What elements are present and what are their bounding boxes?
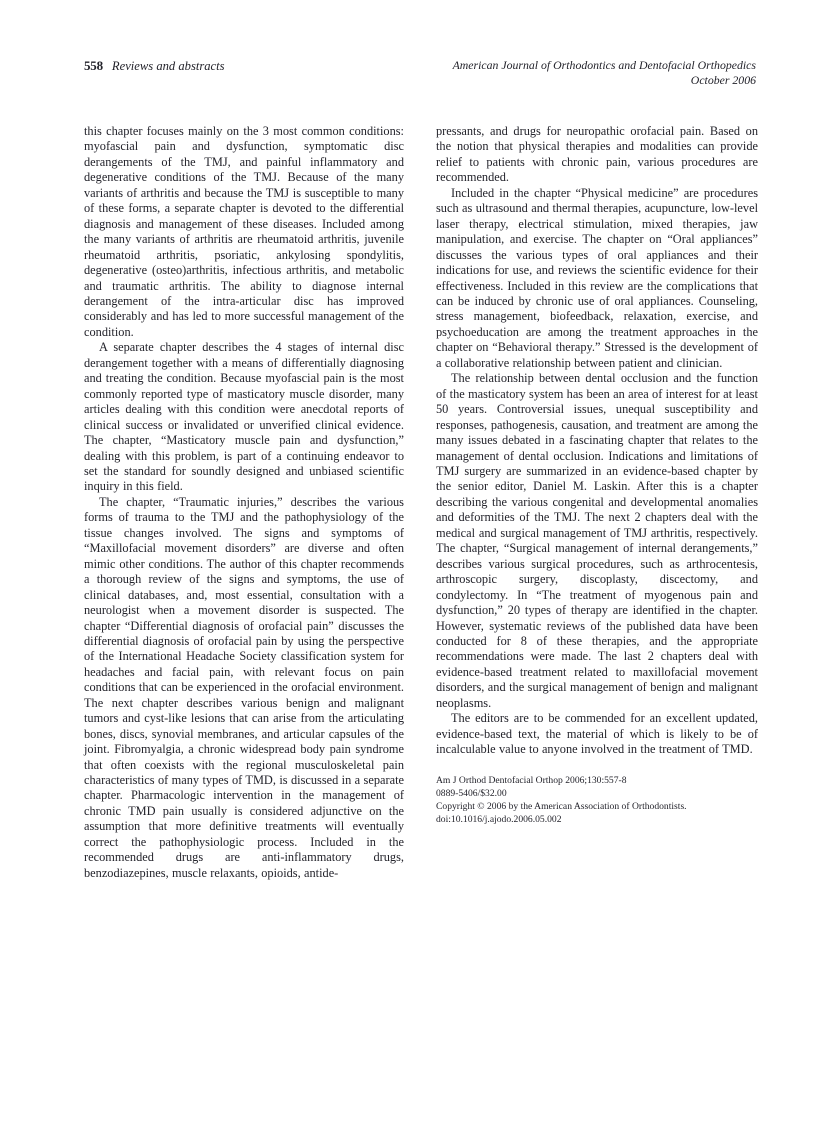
paragraph: Included in the chapter “Physical medicine” are procedures such as ultrasound and thermal therapies, acupuncture, low-level laser therapy, electrical stimulation, mixed therapies, jaw manipulation, and exercise. The chapter on “Oral appliances” discusses the various types of oral appliances and their indications for use, and reviews the scientific evidence for their effectiveness. Included in this review are the complications that can be induced by chronic use of oral appliances. Counseling, stress management, biofeedback, relaxation, exercise, and psychoeducation are among the treatment approaches in the chapter on “Behavioral therapy.” Stressed is the development of a collaborative relationship between patient and clinician. bbox=[436, 185, 758, 370]
paragraph: pressants, and drugs for neuropathic orofacial pain. Based on the notion that physical therapies and modalities can provide relief to patients with chronic pain, various procedures are recommended. bbox=[436, 124, 758, 185]
citation-reference: Am J Orthod Dentofacial Orthop 2006;130:557-8 bbox=[436, 774, 627, 786]
citation-block bbox=[436, 774, 758, 827]
column-right bbox=[436, 124, 758, 826]
issue-date: October 2006 bbox=[690, 73, 756, 88]
citation-doi: doi:10.1016/j.ajodo.2006.05.002 bbox=[436, 814, 562, 826]
section-title: Reviews and abstracts bbox=[111, 59, 225, 73]
paragraph: The relationship between dental occlusion and the function of the masticatory system has been an area of interest for at least 50 years. Controversial issues, unequal susceptibility and responses, pathogenesis, causation, and treatment are among the many issues debated in a fascinating chapter that relates to the management of dental occlusion. Indications and limitations of TMJ surgery are summarized in an evidence-based chapter by the senior editor, Daniel M. Laskin. After this is a chapter describing the various congenital and developmental anomalies and deformities of the TMJ. The next 2 chapters deal with the medical and surgical management of TMJ arthritis, respectively. The chapter, “Surgical management of internal derangements,” describes various surgical procedures, such as arthrocentesis, arthroscopic surgery, discoplasty, discectomy, and condylectomy. In “The treatment of myogenous pain and dysfunction,” 20 types of therapy are identified in the chapter. However, systematic reviews of the published data have been conducted for 8 of these therapies, and the appropriate recommendations were made. The last 2 chapters deal with evidence-based treatment related to maxillofacial movement disorders, and the surgical management of benign and malignant neoplasms. bbox=[436, 371, 758, 710]
page-number: 558 bbox=[84, 58, 103, 73]
running-head-left bbox=[84, 58, 225, 75]
running-head bbox=[84, 58, 756, 98]
journal-name: American Journal of Orthodontics and Dentofacial Orthopedics bbox=[452, 58, 756, 72]
paragraph: A separate chapter describes the 4 stages of internal disc derangement together with a means of differentially diagnosing and treating the condition. Because myofascial pain is the most commonly reported type of masticatory muscle disorder, many articles dealing with this condition were anecdotal reports of clinical success or invalidated or unverified clinical evidence. The chapter, “Masticatory muscle pain and dysfunction,” dealing with this problem, is part of a continuing endeavor to set the standard for soundly designed and unbiased scientific inquiry in this field. bbox=[84, 340, 404, 494]
citation-copyright: Copyright © 2006 by the American Association of Orthodontists. bbox=[436, 800, 687, 812]
paragraph: The chapter, “Traumatic injuries,” describes the various forms of trauma to the TMJ and the pathophysiology of the tissue changes involved. The signs and symptoms of “Maxillofacial movement disorders” are diverse and often mimic other conditions. The author of this chapter recommends a thorough review of the signs and symptoms, the use of clinical databases, and, most essential, consultation with a neurologist when a movement disorder is suspected. The chapter “Differential diagnosis of orofacial pain” discusses the differential diagnosis of orofacial pain by using the perspective of the International Headache Society classification system for headaches and facial pain, with relevant focus on pain conditions that can be experienced in the orofacial environment. The next chapter describes various benign and malignant tumors and cyst-like lesions that can arise from the articulating bones, discs, synovial membranes, and articular capsules of the joint. Fibromyalgia, a chronic widespread body pain syndrome that often coexists with the regional musculoskeletal pain characteristics of many types of TMD, is discussed in a separate chapter. Pharmacologic intervention in the management of chronic TMD pain usually is considered adjunctive on the assumption that more definitive treatments will eventually correct the pathophysiologic process. Included in the recommended drugs are anti-inflammatory drugs, benzodiazepines, muscle relaxants, opioids, antide- bbox=[84, 494, 404, 880]
paragraph: this chapter focuses mainly on the 3 most common conditions: myofascial pain and dysfunction, symptomatic disc derangements of the TMJ, and painful inflammatory and degenerative conditions of the TMJ. Because of the many variants of arthritis and because the TMJ is susceptible to many of these forms, a separate chapter is devoted to the differential diagnosis and management of these diseases. Included among the many variants of arthritis are rheumatoid arthritis, juvenile rheumatoid arthritis, psoriatic, ankylosing spondylitis, degenerative (osteo)arthritis, infectious arthritis, and metabolic and traumatic arthritis. The ability to diagnose internal derangement of the intra-articular disc has improved considerably and has led to more successful management of the condition. bbox=[84, 124, 404, 339]
column-left bbox=[84, 124, 404, 881]
running-head-right bbox=[453, 58, 756, 89]
paragraph: The editors are to be commended for an excellent updated, evidence-based text, the material of which is likely to be of incalculable value to anyone involved in the treatment of TMD. bbox=[436, 711, 758, 757]
citation-issn-price: 0889-5406/$32.00 bbox=[436, 787, 507, 799]
